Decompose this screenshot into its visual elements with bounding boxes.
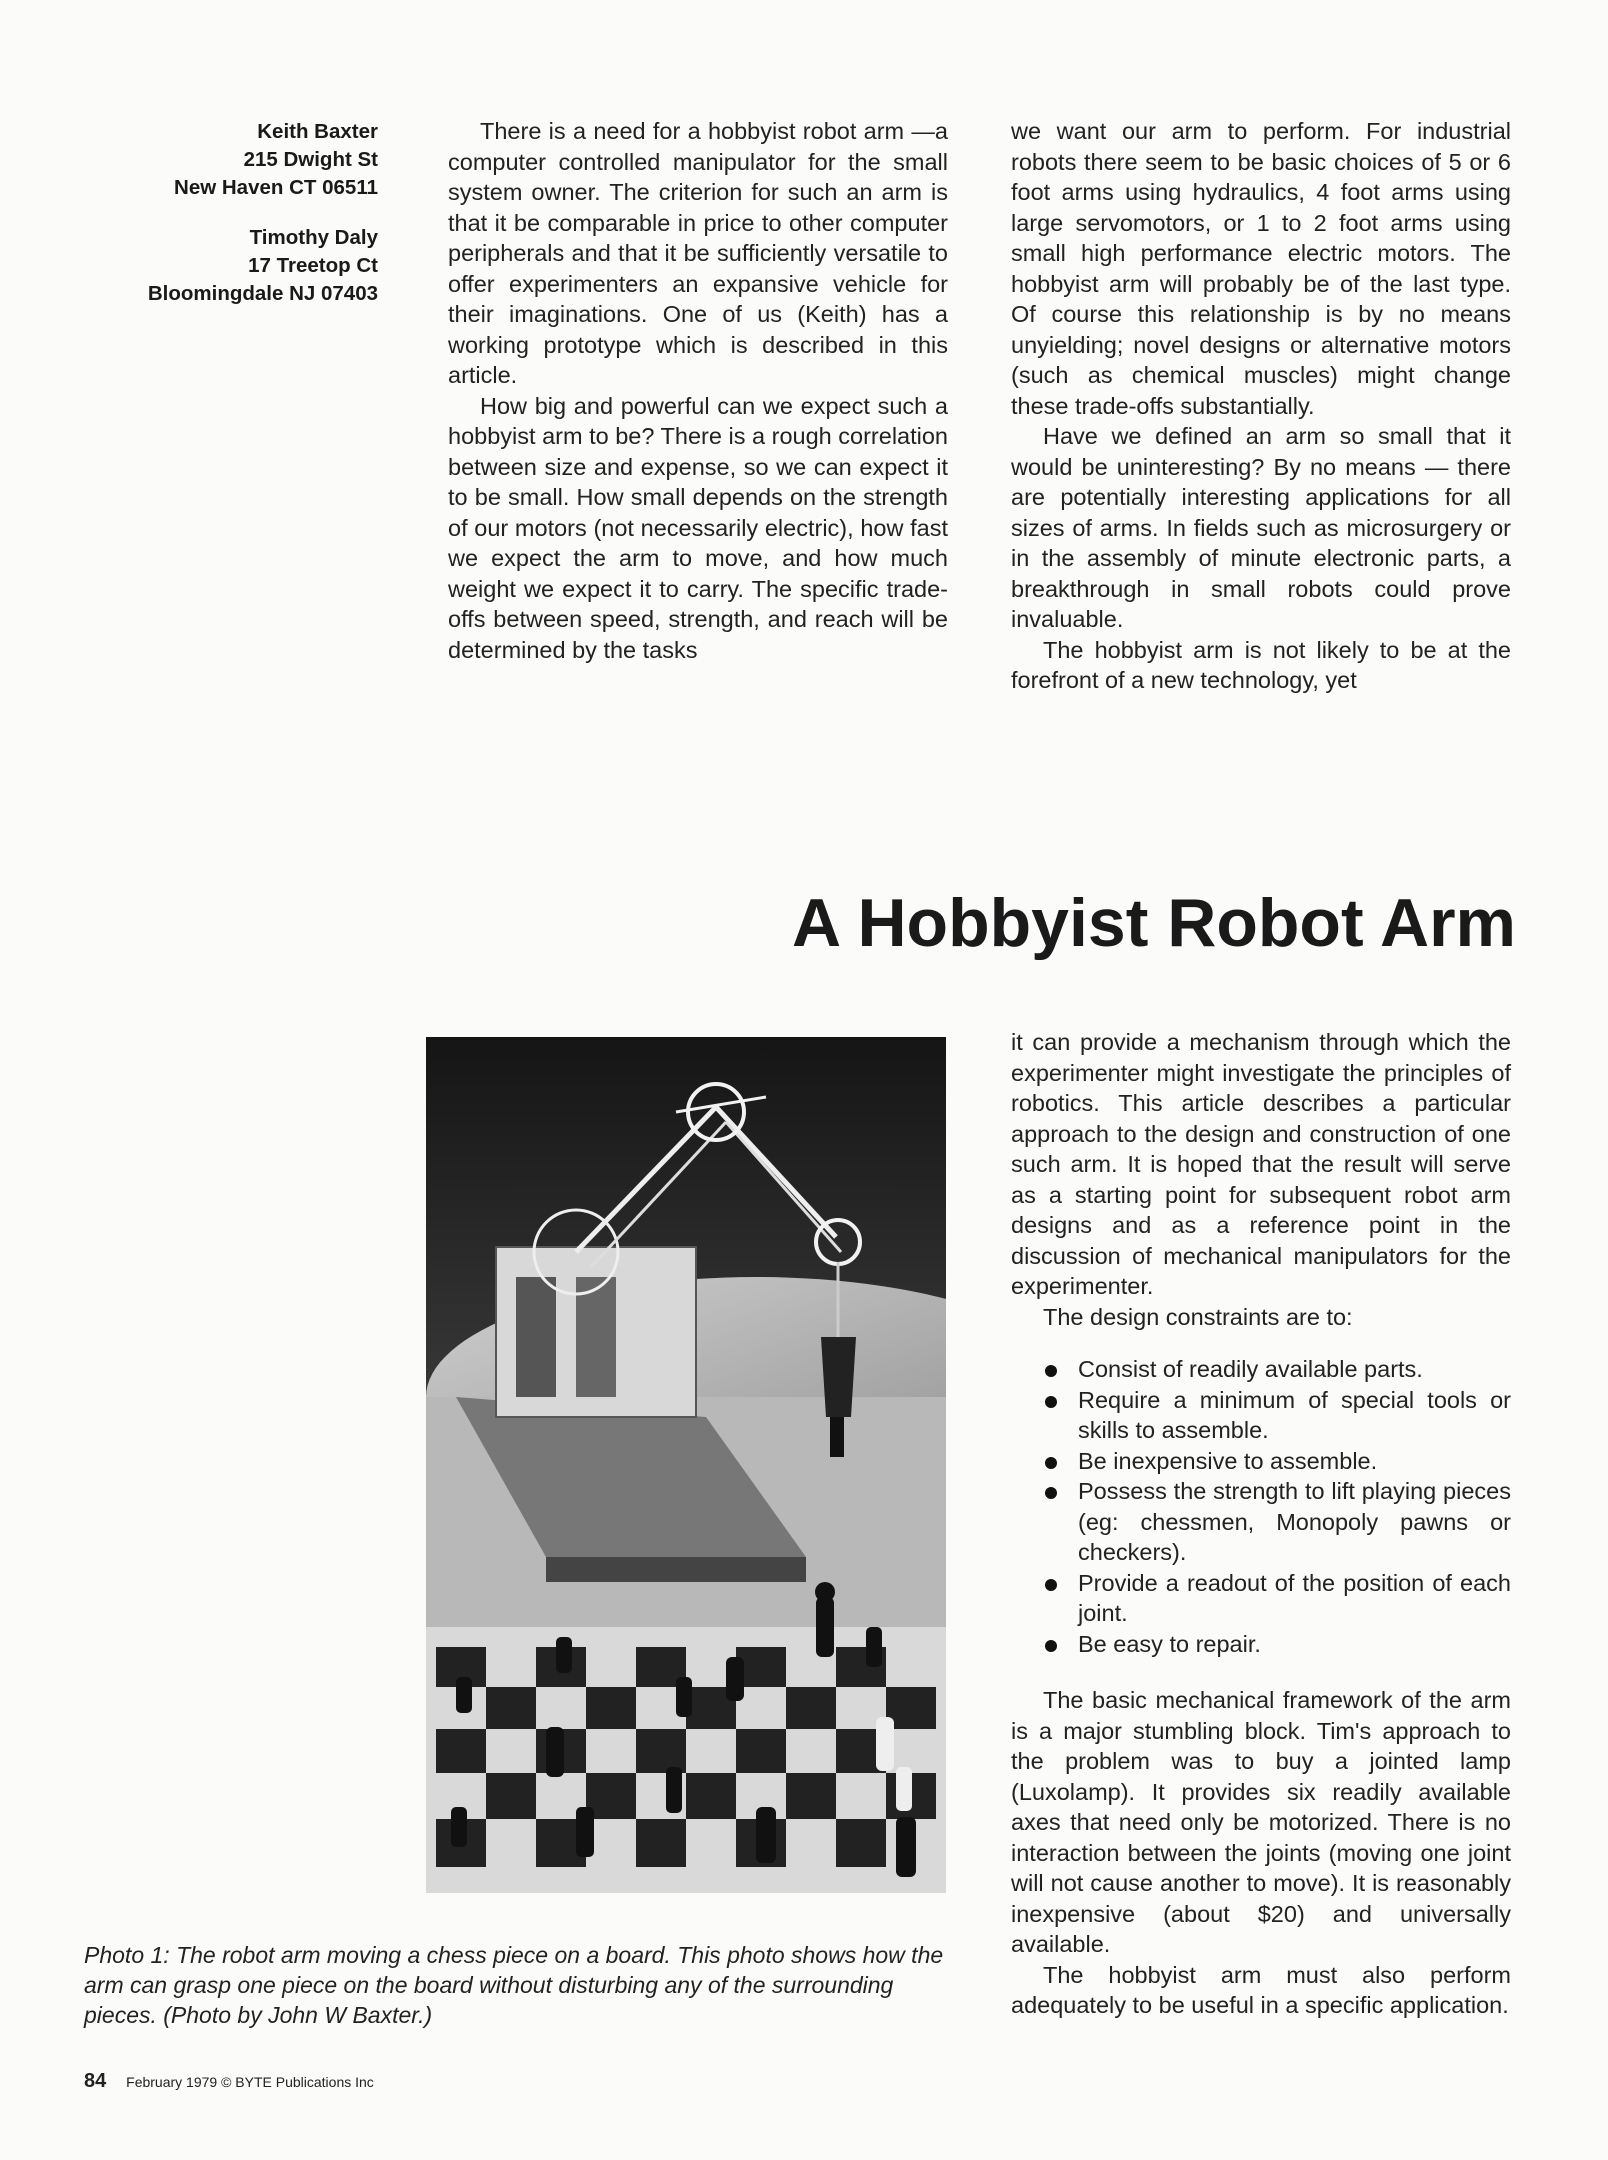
photo-illustration	[426, 1037, 946, 1893]
text-column-3	[1011, 1027, 1511, 2021]
list-item: Possess the strength to lift playing pieces (eg: chessmen, Monopoly pawns or checkers).	[1011, 1476, 1511, 1568]
paragraph: How big and powerful can we expect such a hobbyist arm to be? There is a rough correlation between size and expense, so we can expect it to be small. How small depends on the strength of our motors (not necessarily electric), how fast we expect the arm to move, and how much weight we expect it to carry. The specific trade-offs between speed, strength, and reach will be determined by the tasks	[448, 392, 948, 663]
constraints-list	[1011, 1354, 1511, 1659]
text-column-2	[1011, 116, 1511, 696]
paragraph: The design constraints are to:	[1043, 1303, 1353, 1330]
author-city: Bloomingdale NJ 07403	[147, 282, 378, 305]
paragraph: The basic mechanical framework of the arm is a major stumbling block. Tim's approach to the problem was to buy a jointed lamp (Luxolamp). It provides six readily available axes that need only be motorized. There is no interaction between the joints (moving one joint will not cause another to move). It is reasonably inexpensive (about $20) and universally available.	[1011, 1687, 1511, 1957]
paragraph: The hobbyist arm is not likely to be at the forefront of a new technology, yet	[1011, 636, 1511, 693]
paragraph: it can provide a mechanism through which the experimenter might investigate the principles of robotics. This article describes a particular approach to the design and construction of one such arm. It is hoped that the result will serve as a starting point for subsequent robot arm designs and as a reference point in the discussion of mechanical manipulators for the experimenter.	[1011, 1029, 1511, 1299]
list-item: Be easy to repair.	[1011, 1629, 1511, 1660]
page-number: 84	[84, 2070, 107, 2092]
author-name: Timothy Daly	[249, 226, 378, 249]
paragraph: The hobbyist arm must also perform adequately to be useful in a specific application.	[1011, 1961, 1511, 2018]
photo-caption: Photo 1: The robot arm moving a chess piece on a board. This photo shows how the arm can grasp one piece on the board without disturbing any of the surrounding pieces. (Photo by John W Baxter.)	[84, 1942, 944, 2028]
article-title: A Hobbyist Robot Arm	[791, 884, 1516, 961]
list-item: Be inexpensive to assemble.	[1011, 1446, 1511, 1477]
text-column-1	[448, 116, 948, 665]
list-item: Consist of readily available parts.	[1011, 1354, 1511, 1385]
robot-arm-photo	[426, 1037, 946, 1893]
author-name: Keith Baxter	[257, 120, 378, 143]
paragraph: we want our arm to perform. For industrial robots there seem to be basic choices of 5 or 6 foot arms using hydraulics, 4 foot arms using large servomotors, or 1 to 2 foot arms using small high performance electric motors. The hobbyist arm will probably be of the last type. Of course this relationship is by no means unyielding; novel designs or alternative motors (such as chemical muscles) might change these trade-offs substantially.	[1011, 118, 1511, 419]
author-street: 17 Treetop Ct	[248, 254, 378, 277]
author-city: New Haven CT 06511	[174, 176, 378, 199]
list-item: Provide a readout of the position of each joint.	[1011, 1568, 1511, 1629]
paragraph: Have we defined an arm so small that it would be uninteresting? By no means — there are potentially interesting applications for all sizes of arms. In fields such as microsurgery or in the assembly of minute electronic parts, a breakthrough in small robots could prove invaluable.	[1011, 423, 1511, 632]
page-footer	[84, 2070, 374, 2093]
footer-text: February 1979 © BYTE Publications Inc	[126, 2074, 374, 2090]
list-item: Require a minimum of special tools or skills to assemble.	[1011, 1385, 1511, 1446]
paragraph: There is a need for a hobbyist robot arm —a computer controlled manipulator for the small system owner. The criterion for such an arm is that it be comparable in price to other computer peripherals and that it be sufficiently versatile to offer experimenters an expansive vehicle for their imaginations. One of us (Keith) has a working prototype which is described in this article.	[448, 118, 948, 388]
author-street: 215 Dwight St	[243, 148, 378, 171]
author-block	[120, 118, 378, 308]
